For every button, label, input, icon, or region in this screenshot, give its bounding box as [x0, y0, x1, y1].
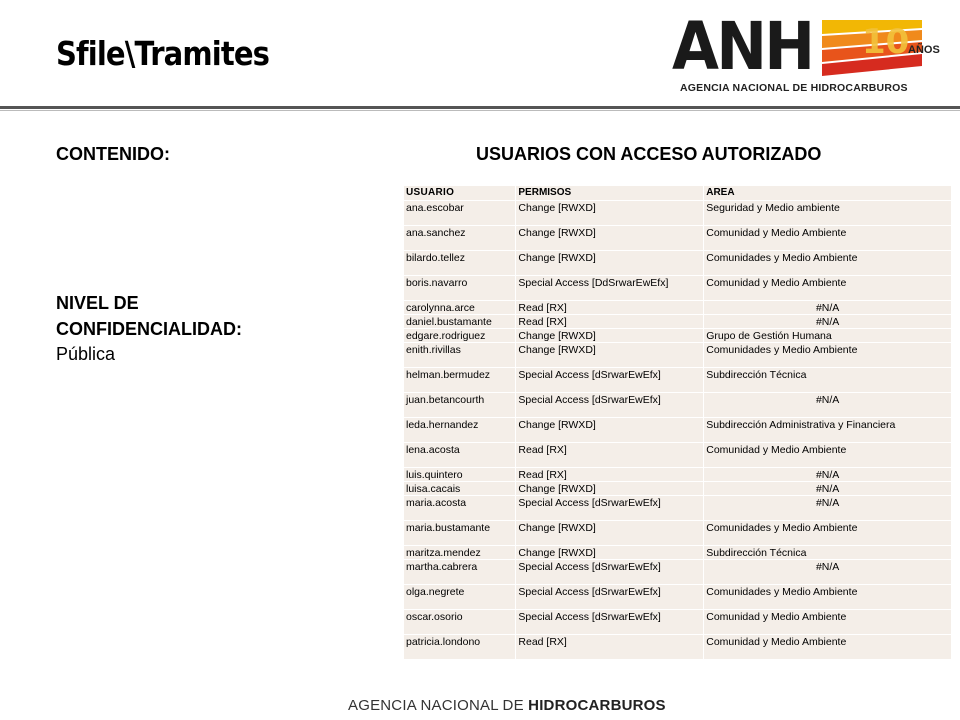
cell-permisos: Change [RWXD]	[516, 251, 704, 276]
cell-permisos: Read [RX]	[516, 635, 704, 660]
cell-permisos: Special Access [DdSrwarEwEfx]	[516, 276, 704, 301]
table-row	[404, 635, 952, 660]
cell-area: Comunidades y Medio Ambiente	[704, 343, 952, 368]
cell-usuario: patricia.londono	[404, 635, 516, 660]
cell-usuario: boris.navarro	[404, 276, 516, 301]
cell-usuario: martha.cabrera	[404, 560, 516, 585]
table-row	[404, 251, 952, 276]
header-permisos: PERMISOS	[516, 186, 704, 201]
cell-area: Subdirección Administrativa y Financiera	[704, 418, 952, 443]
header-divider-thin	[0, 110, 960, 111]
cell-usuario: juan.betancourth	[404, 393, 516, 418]
cell-usuario: olga.negrete	[404, 585, 516, 610]
cell-usuario: daniel.bustamante	[404, 315, 516, 329]
table-row	[404, 546, 952, 560]
table-row	[404, 368, 952, 393]
cell-area: #N/A	[704, 468, 952, 482]
cell-permisos: Change [RWXD]	[516, 418, 704, 443]
cell-usuario: maria.acosta	[404, 496, 516, 521]
table-row	[404, 201, 952, 226]
nivel-value: Pública	[56, 344, 116, 364]
footer-agency-name	[348, 697, 666, 714]
cell-area: #N/A	[704, 482, 952, 496]
nivel-label: NIVEL DE CONFIDENCIALIDAD:	[56, 293, 242, 339]
cell-permisos: Special Access [dSrwarEwEfx]	[516, 610, 704, 635]
table-row	[404, 226, 952, 251]
anh-logo	[672, 8, 944, 100]
cell-usuario: luis.quintero	[404, 468, 516, 482]
table-header-row	[404, 186, 952, 201]
table-row	[404, 418, 952, 443]
header-usuario: USUARIO	[404, 186, 516, 201]
cell-usuario: maritza.mendez	[404, 546, 516, 560]
cell-usuario: oscar.osorio	[404, 610, 516, 635]
cell-area: Comunidades y Medio Ambiente	[704, 251, 952, 276]
cell-usuario: edgare.rodriguez	[404, 329, 516, 343]
cell-permisos: Change [RWXD]	[516, 482, 704, 496]
cell-permisos: Read [RX]	[516, 468, 704, 482]
cell-usuario: ana.sanchez	[404, 226, 516, 251]
header-area: AREA	[704, 186, 952, 201]
cell-area: Seguridad y Medio ambiente	[704, 201, 952, 226]
table-row	[404, 315, 952, 329]
cell-usuario: luisa.cacais	[404, 482, 516, 496]
cell-permisos: Read [RX]	[516, 443, 704, 468]
cell-permisos: Read [RX]	[516, 315, 704, 329]
cell-area: #N/A	[704, 301, 952, 315]
table-row	[404, 560, 952, 585]
footer-strong: HIDROCARBUROS	[528, 697, 666, 714]
cell-permisos: Change [RWXD]	[516, 521, 704, 546]
cell-area: Comunidad y Medio Ambiente	[704, 610, 952, 635]
cell-usuario: enith.rivillas	[404, 343, 516, 368]
logo-subtitle-strong: HIDROCARBUROS	[810, 82, 908, 94]
cell-permisos: Special Access [dSrwarEwEfx]	[516, 585, 704, 610]
table-row	[404, 301, 952, 315]
cell-permisos: Special Access [dSrwarEwEfx]	[516, 368, 704, 393]
table-row	[404, 482, 952, 496]
cell-area: #N/A	[704, 393, 952, 418]
cell-area: Comunidad y Medio Ambiente	[704, 635, 952, 660]
cell-permisos: Special Access [dSrwarEwEfx]	[516, 393, 704, 418]
table-row	[404, 468, 952, 482]
logo-subtitle	[680, 82, 908, 94]
cell-area: #N/A	[704, 496, 952, 521]
cell-permisos: Change [RWXD]	[516, 226, 704, 251]
logo-mark: ANH	[672, 8, 813, 85]
cell-area: Grupo de Gestión Humana	[704, 329, 952, 343]
cell-permisos: Change [RWXD]	[516, 201, 704, 226]
page-title: Sfile\Tramites	[56, 34, 270, 73]
cell-permisos: Change [RWXD]	[516, 343, 704, 368]
cell-usuario: maria.bustamante	[404, 521, 516, 546]
cell-area: Comunidad y Medio Ambiente	[704, 443, 952, 468]
section-title: USUARIOS CON ACCESO AUTORIZADO	[476, 144, 822, 164]
cell-usuario: ana.escobar	[404, 201, 516, 226]
table-row	[404, 610, 952, 635]
table-row	[404, 329, 952, 343]
table-row	[404, 521, 952, 546]
table-row	[404, 393, 952, 418]
cell-permisos: Read [RX]	[516, 301, 704, 315]
table-row	[404, 443, 952, 468]
users-table	[404, 186, 952, 660]
cell-area: Comunidad y Medio Ambiente	[704, 276, 952, 301]
cell-area: #N/A	[704, 560, 952, 585]
cell-area: Comunidades y Medio Ambiente	[704, 585, 952, 610]
cell-area: Subdirección Técnica	[704, 546, 952, 560]
cell-area: #N/A	[704, 315, 952, 329]
logo-years-word: AÑOS	[908, 44, 940, 56]
header-divider	[0, 106, 960, 109]
cell-usuario: carolynna.arce	[404, 301, 516, 315]
cell-permisos: Change [RWXD]	[516, 329, 704, 343]
cell-area: Comunidad y Medio Ambiente	[704, 226, 952, 251]
footer-prefix: AGENCIA NACIONAL DE	[348, 697, 529, 714]
cell-permisos: Change [RWXD]	[516, 546, 704, 560]
table-row	[404, 496, 952, 521]
cell-usuario: leda.hernandez	[404, 418, 516, 443]
cell-usuario: lena.acosta	[404, 443, 516, 468]
table-row	[404, 276, 952, 301]
table-row	[404, 343, 952, 368]
cell-area: Subdirección Técnica	[704, 368, 952, 393]
contenido-label: CONTENIDO:	[56, 144, 170, 164]
logo-subtitle-prefix: AGENCIA NACIONAL DE	[680, 82, 811, 94]
cell-area: Comunidades y Medio Ambiente	[704, 521, 952, 546]
cell-permisos: Special Access [dSrwarEwEfx]	[516, 560, 704, 585]
cell-usuario: bilardo.tellez	[404, 251, 516, 276]
logo-years: 10	[862, 22, 910, 62]
cell-permisos: Special Access [dSrwarEwEfx]	[516, 496, 704, 521]
cell-usuario: helman.bermudez	[404, 368, 516, 393]
table-row	[404, 585, 952, 610]
